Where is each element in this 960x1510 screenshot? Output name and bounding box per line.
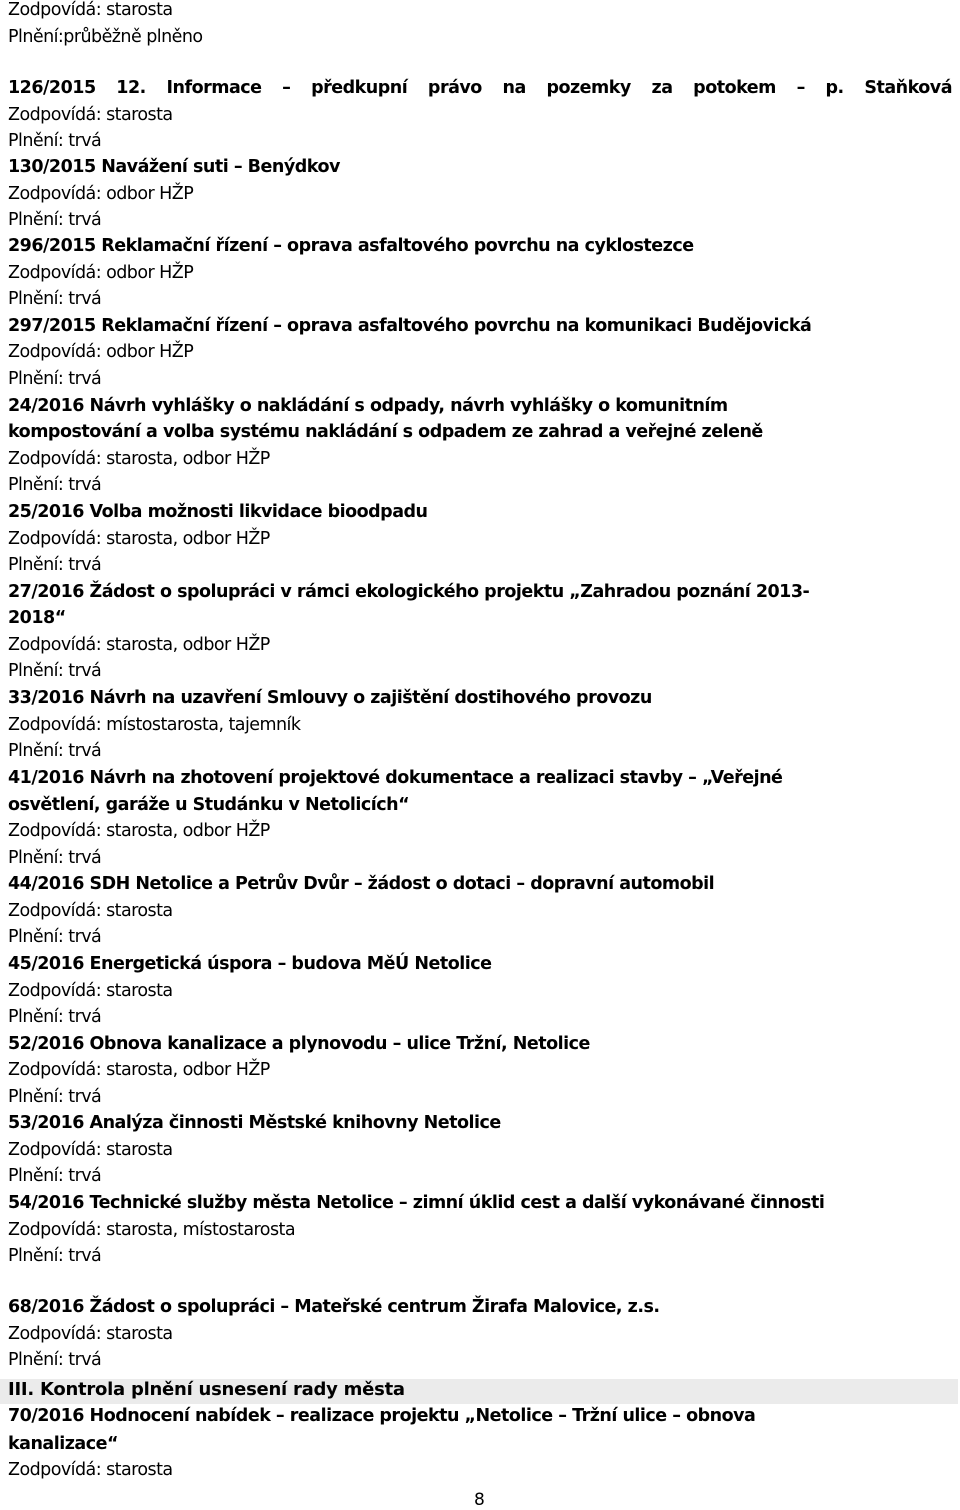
resolution-title: 52/2016 Obnova kanalizace a plynovodu – ulice Tržní, Netolice	[8, 1034, 590, 1054]
section-heading: III. Kontrola plnění usnesení rady města	[8, 1379, 405, 1400]
resolution-title: 41/2016 Návrh na zhotovení projektové dokumentace a realizaci stavby – „Veřejné	[8, 768, 783, 788]
resolution-meta: Zodpovídá: starosta	[8, 1460, 173, 1480]
resolution-meta: Zodpovídá: starosta	[8, 1324, 173, 1344]
resolution-meta: Plnění: trvá	[8, 475, 102, 495]
resolution-meta: Zodpovídá: starosta	[8, 0, 173, 20]
resolution-meta: Plnění: trvá	[8, 1087, 102, 1107]
resolution-meta: Plnění: trvá	[8, 555, 102, 575]
resolution-meta: Zodpovídá: starosta, odbor HŽP	[8, 1060, 270, 1080]
resolution-title: 33/2016 Návrh na uzavření Smlouvy o zajištění dostihového provozu	[8, 688, 652, 708]
resolution-meta: Plnění:průběžně plněno	[8, 27, 203, 47]
resolution-meta: Zodpovídá: odbor HŽP	[8, 263, 194, 283]
resolution-title: 2018“	[8, 608, 66, 628]
resolution-meta: Plnění: trvá	[8, 210, 102, 230]
resolution-meta: Plnění: trvá	[8, 848, 102, 868]
page-number: 8	[474, 1490, 485, 1510]
resolution-meta: Plnění: trvá	[8, 289, 102, 309]
resolution-meta: Zodpovídá: odbor HŽP	[8, 184, 194, 204]
resolution-meta: Plnění: trvá	[8, 1246, 102, 1266]
resolution-title: 45/2016 Energetická úspora – budova MěÚ Netolice	[8, 954, 492, 974]
resolution-title: 296/2015 Reklamační řízení – oprava asfaltového povrchu na cyklostezce	[8, 236, 694, 256]
resolution-meta: Zodpovídá: starosta, odbor HŽP	[8, 821, 270, 841]
resolution-meta: Zodpovídá: starosta, místostarosta	[8, 1220, 295, 1240]
resolution-title: 297/2015 Reklamační řízení – oprava asfaltového povrchu na komunikaci Budějovická	[8, 316, 812, 336]
resolution-meta: Zodpovídá: starosta, odbor HŽP	[8, 635, 270, 655]
resolution-title: kanalizace“	[8, 1434, 118, 1454]
resolution-meta: Zodpovídá: starosta, odbor HŽP	[8, 449, 270, 469]
resolution-title: kompostování a volba systému nakládání s odpadem ze zahrad a veřejné zeleně	[8, 422, 763, 442]
resolution-title: 27/2016 Žádost o spolupráci v rámci ekologického projektu „Zahradou poznání 2013-	[8, 582, 810, 602]
resolution-title: osvětlení, garáže u Studánku v Netolicích“	[8, 795, 410, 815]
resolution-meta: Zodpovídá: starosta	[8, 981, 173, 1001]
resolution-title: 25/2016 Volba možnosti likvidace bioodpadu	[8, 502, 428, 522]
resolution-title: 54/2016 Technické služby města Netolice – zimní úklid cest a další vykonávané činnosti	[8, 1193, 825, 1213]
resolution-title: 70/2016 Hodnocení nabídek – realizace projektu „Netolice – Tržní ulice – obnova	[8, 1406, 756, 1426]
resolution-meta: Zodpovídá: starosta	[8, 105, 173, 125]
resolution-title: 44/2016 SDH Netolice a Petrův Dvůr – žádost o dotaci – dopravní automobil	[8, 874, 715, 894]
resolution-meta: Zodpovídá: odbor HŽP	[8, 342, 194, 362]
resolution-meta: Plnění: trvá	[8, 1166, 102, 1186]
resolution-meta: Zodpovídá: starosta	[8, 1140, 173, 1160]
resolution-title: 126/2015 12. Informace – předkupní právo na pozemky za potokem – p. Staňková	[8, 78, 952, 98]
resolution-meta: Plnění: trvá	[8, 369, 102, 389]
resolution-title: 68/2016 Žádost o spolupráci – Mateřské centrum Žirafa Malovice, z.s.	[8, 1297, 660, 1317]
resolution-meta: Plnění: trvá	[8, 661, 102, 681]
resolution-title: 130/2015 Navážení suti – Benýdkov	[8, 157, 340, 177]
resolution-meta: Plnění: trvá	[8, 927, 102, 947]
resolution-title: 53/2016 Analýza činnosti Městské knihovny Netolice	[8, 1113, 501, 1133]
resolution-meta: Plnění: trvá	[8, 131, 102, 151]
resolution-meta: Plnění: trvá	[8, 741, 102, 761]
resolution-meta: Zodpovídá: místostarosta, tajemník	[8, 715, 301, 735]
resolution-title: 24/2016 Návrh vyhlášky o nakládání s odpady, návrh vyhlášky o komunitním	[8, 396, 728, 416]
resolution-meta: Zodpovídá: starosta	[8, 901, 173, 921]
resolution-meta: Zodpovídá: starosta, odbor HŽP	[8, 529, 270, 549]
resolution-meta: Plnění: trvá	[8, 1007, 102, 1027]
resolution-meta: Plnění: trvá	[8, 1350, 102, 1370]
